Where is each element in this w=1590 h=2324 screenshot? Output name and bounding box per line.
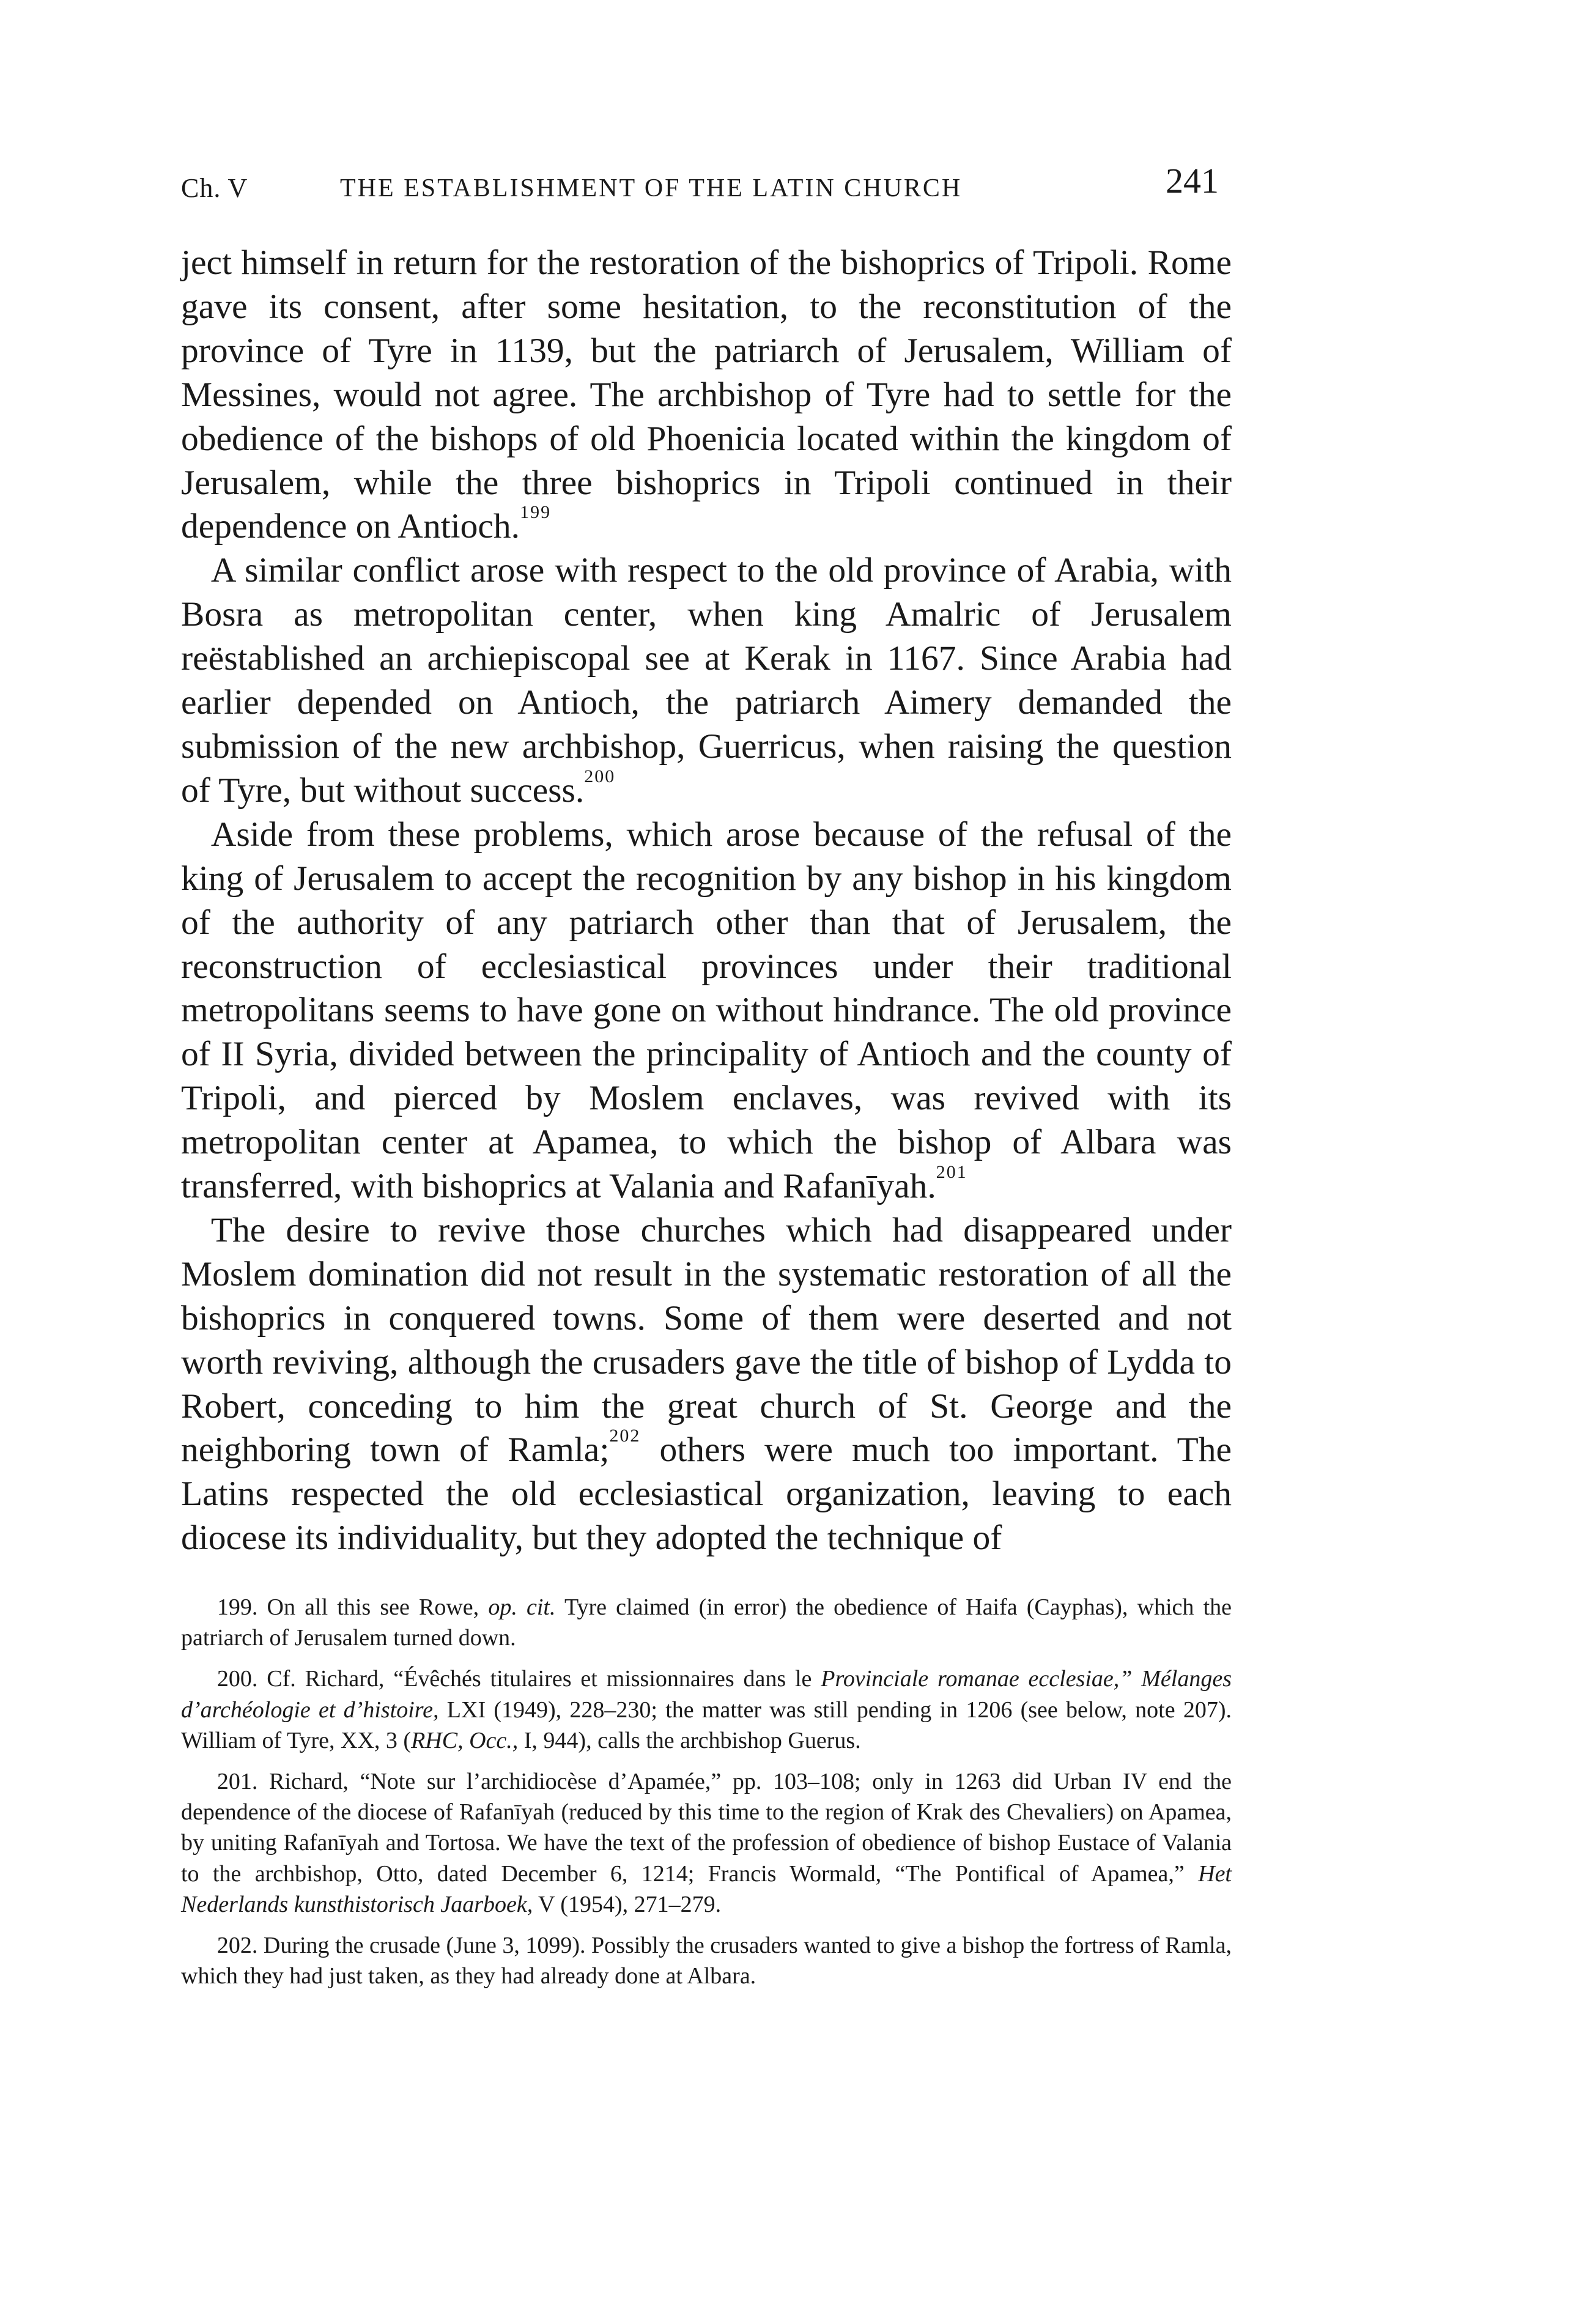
footnote-italic: Het Nederlands kunsthistorisch Jaarboek, [181,1860,1232,1917]
footnote-marker-201[interactable]: 201 [936,1162,967,1183]
paragraph-3 [181,813,1232,1208]
page-number: 241 [1166,161,1219,201]
footnote-text: I, 944), calls the archbishop Guerus. [518,1727,861,1753]
paragraph-text: ject himself in return for the restoration of the bishoprics of Tripoli. Rome gave its consent, after some hesitation, to the reconstitution of the province of Tyre in 1139, but the patriarch of Jerusalem, William of Messines, would not agree. The archbishop of Tyre had to settle for the obedience of the bishops of old Phoenicia located within the kingdom of Jerusalem, while the three bishoprics in Tripoli continued in their dependence on Antioch. [181,243,1232,546]
footnote-text: 202. During the crusade (June 3, 1099). Possibly the crusaders wanted to give a bishop the fortress of Ramla, which they had just taken, as they had already done at Albara. [181,1933,1232,1989]
footnote-202 [181,1930,1232,1991]
footnote-italic: RHC, Occ., [411,1727,519,1753]
footnote-text: 199. On all this see Rowe, [216,1594,489,1620]
footnote-200 [181,1663,1232,1756]
footnote-201 [181,1766,1232,1920]
footnote-text: V (1954), 271–279. [533,1891,722,1917]
footnote-text: 200. Cf. Richard, “Évêchés titulaires et missionnaires dans le [216,1666,821,1692]
footnote-marker-200[interactable]: 200 [584,766,616,786]
footnote-italic: Provinciale romanae ecclesiae,” Mélanges d’archéologie et d’histoire, [181,1666,1232,1723]
footnote-marker-199[interactable]: 199 [520,502,552,523]
footnotes [181,1592,1232,2002]
running-title: THE ESTABLISHMENT OF THE LATIN CHURCH [340,174,963,202]
main-text [181,241,1232,1560]
paragraph-2 [181,549,1232,812]
footnote-text: 201. Richard, “Note sur l’archidiocèse d’Apamée,” pp. 103–108; only in 1263 did Urban IV end the dependence of the diocese of Rafanīyah (reduced by this time to the region of Krak des Chevaliers) on Apamea, by uniting Rafanīyah and Tortosa. We have the text of the profession of obedience of bishop Eustace of Valania to the archbishop, Otto, dated December 6, 1214; Francis Wormald, “The Pontifical of Apamea,” [181,1769,1232,1887]
footnote-text: LXI (1949), 228–230; the matter was still pending in 1206 (see below, note 207). William of Tyre, XX, 3 ( [181,1697,1232,1753]
paragraph-4 [181,1208,1232,1560]
running-header [0,160,1590,209]
paragraph-text: The desire to revive those churches which had disappeared under Moslem domination did not result in the systematic restoration of all the bishoprics in conquered towns. Some of them were deserted and not worth reviving, although the crusaders gave the title of bishop of Lydda to Robert, conceding to him the great church of St. George and the neighboring town of Ramla; [181,1210,1232,1470]
footnote-text: Tyre claimed (in error) the obedience of Haifa (Cayphas), which the patriarch of Jerusalem turned down. [181,1594,1232,1651]
paragraph-1 [181,241,1232,549]
footnote-marker-202[interactable]: 202 [609,1426,641,1446]
paragraph-text-continued: others were much too important. The Latins respected the old ecclesiastical organization, leaving to each diocese its individuality, but they adopted the technique of [181,1430,1232,1558]
chapter-label: Ch. V [181,173,248,203]
paragraph-text: A similar conflict arose with respect to the old province of Arabia, with Bosra as metropolitan center, when king Amalric of Jerusalem reëstablished an archiepiscopal see at Kerak in 1167. Since Arabia had earlier depended on Antioch, the patriarch Aimery demanded the submission of the new archbishop, Guerricus, when raising the question of Tyre, but without success. [181,551,1232,810]
footnote-italic: op. cit. [488,1594,556,1620]
footnote-199 [181,1592,1232,1653]
paragraph-text: Aside from these problems, which arose because of the refusal of the king of Jerusalem to accept the recognition by any bishop in his kingdom of the authority of any patriarch other than that of Jerusalem, the reconstruction of ecclesiastical provinces under their traditional metropolitans seems to have gone on without hindrance. The old province of II Syria, divided between the principality of Antioch and the county of Tripoli, and pierced by Moslem enclaves, was revived with its metropolitan center at Apamea, to which the bishop of Albara was transferred, with bishoprics at Valania and Rafanīyah. [181,815,1232,1206]
